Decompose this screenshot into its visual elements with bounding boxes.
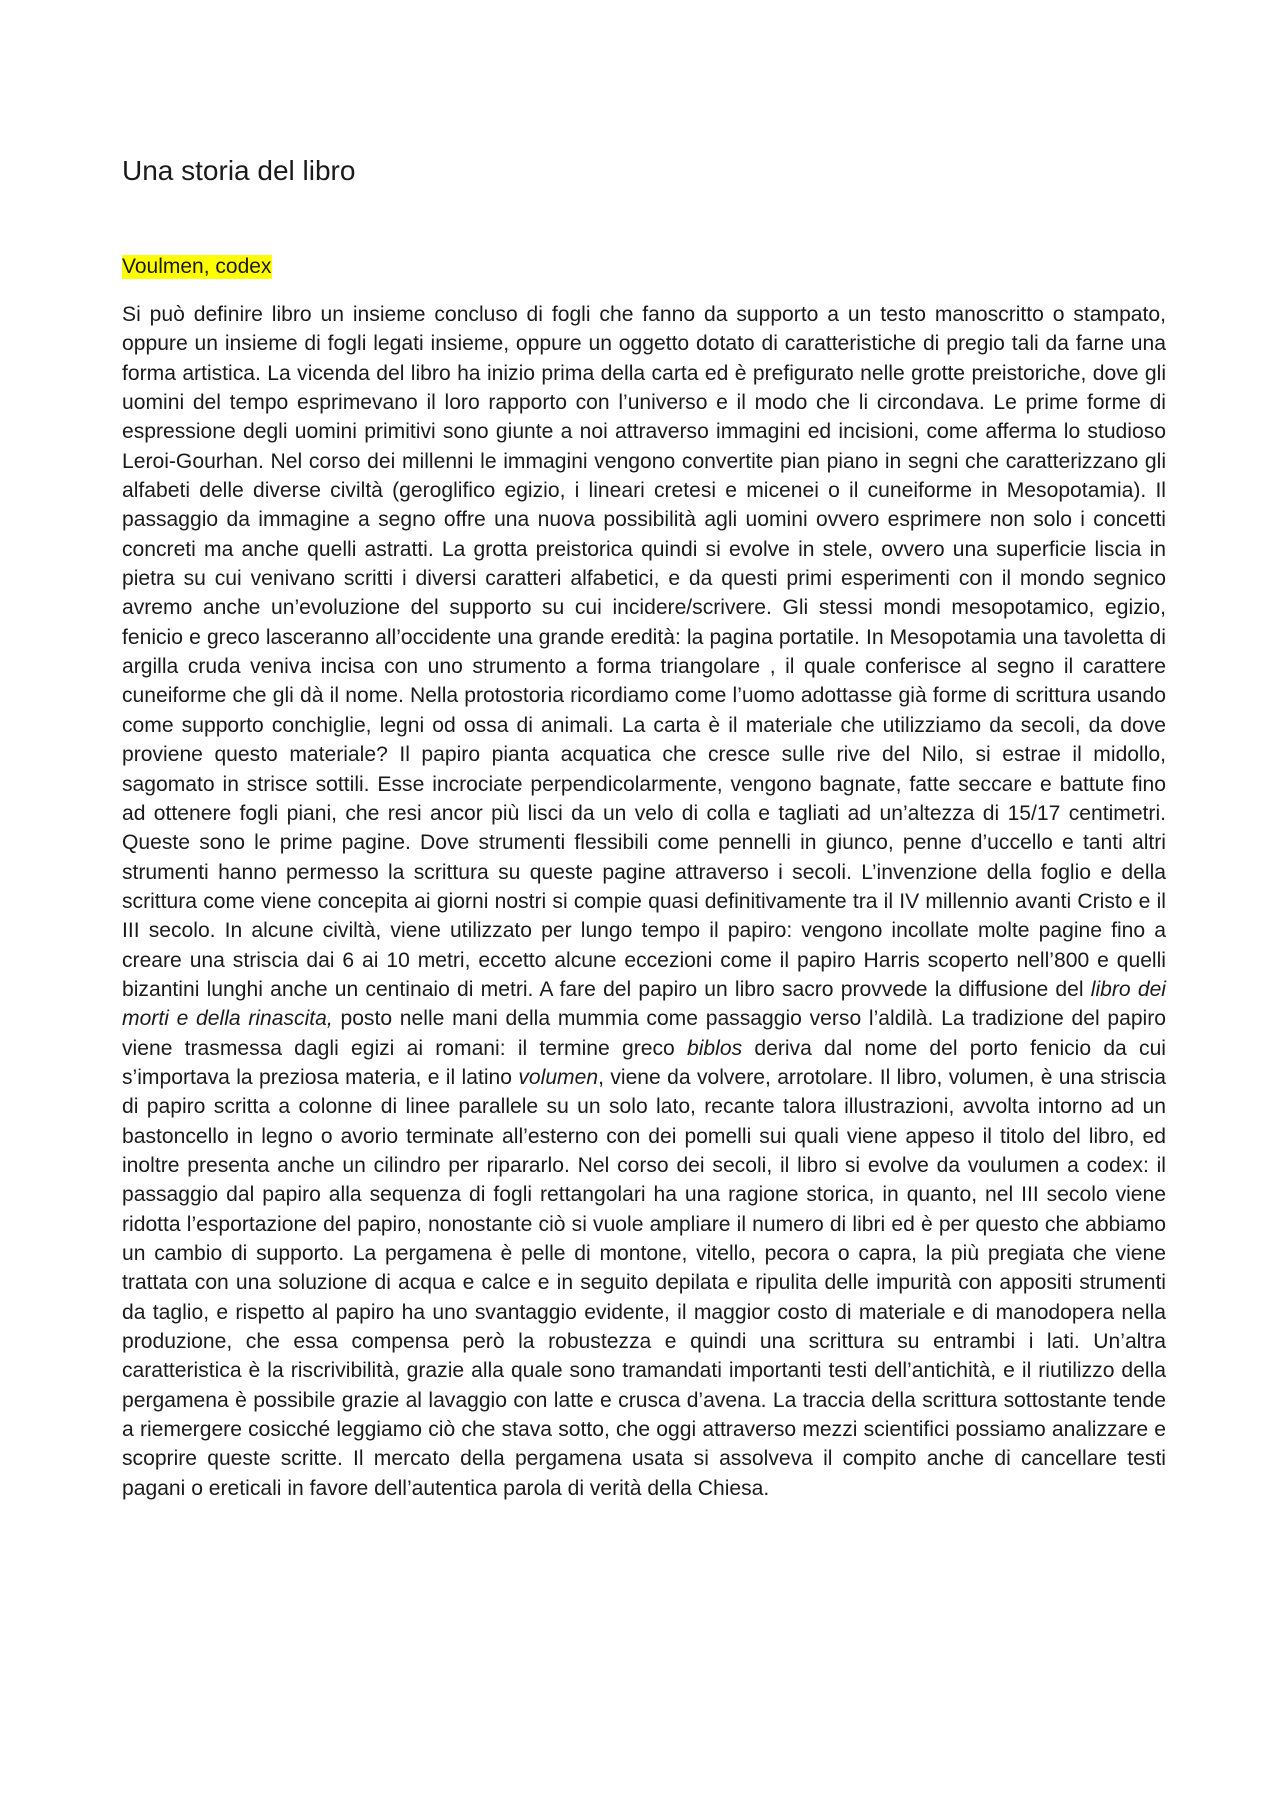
- paragraph-text-part-1: Si può definire libro un insieme concluso di fogli che fanno da supporto a un testo manoscritto o stampato, oppure un insieme di fogli legati insieme, oppure un oggetto dotato di caratteristiche di pregio tali da farne una forma artistica. La vicenda del libro ha inizio prima della carta ed è prefigurato nelle grotte preistoriche, dove gli uomini del tempo esprimevano il loro rapporto con l’universo e il modo che li circondava. Le prime forme di espressione degli uomini primitivi sono giunte a noi attraverso immagini ed incisioni, come afferma lo studioso Leroi-Gourhan. Nel corso dei millenni le immagini vengono convertite pian piano in segni che caratterizzano gli alfabeti delle diverse civiltà (geroglifico egizio, i lineari cretesi e micenei o il cuneiforme in Mesopotamia). Il passaggio da immagine a segno offre una nuova possibilità agli uomini ovvero esprimere non solo i concetti concreti ma anche quelli astratti. La grotta preistorica quindi si evolve in stele, ovvero una superficie liscia in pietra su cui venivano scritti i diversi caratteri alfabetici, e da questi primi esperimenti con il mondo segnico avremo anche un’evoluzione del supporto su cui incidere/scrivere. Gli stessi mondi mesopotamico, egizio, fenicio e greco lasceranno all’occidente una grande eredità: la pagina portatile. In Mesopotamia una tavoletta di argilla cruda veniva incisa con uno strumento a forma triangolare , il quale conferisce al segno il carattere cuneiforme che gli dà il nome. Nella protostoria ricordiamo come l’uomo adottasse già forme di scrittura usando come supporto conchiglie, legni od ossa di animali. La carta è il materiale che utilizziamo da secoli, da dove proviene questo materiale? Il papiro pianta acquatica che cresce sulle rive del Nilo, si estrae il midollo, sagomato in strisce sottili. Esse incrociate perpendicolarmente, vengono bagnate, fatte seccare e battute fino ad ottenere fogli piani, che resi ancor più lisci da un velo di colla e tagliati ad un’altezza di 15/17 centimetri. Queste sono le prime pagine. Dove strumenti flessibili come pennelli in giunco, penne d’uccello e tanti altri strumenti hanno permesso la scrittura su queste pagine attraverso i secoli. L’invenzione della foglio e della scrittura come viene concepita ai giorni nostri si compie quasi definitivamente tra il IV millennio avanti Cristo e il III secolo. In alcune civiltà, viene utilizzato per lungo tempo il papiro: vengono incollate molte pagine fino a creare una striscia dai 6 ai 10 metri, eccetto alcune eccezioni come il papiro Harris scoperto nell’800 e quelli bizantini lunghi anche un centinaio di metri. A fare del papiro un libro sacro provvede la diffusione del: [122, 303, 1166, 1001]
- document-title: Una storia del libro: [122, 155, 356, 186]
- body-paragraph: [122, 300, 1166, 1503]
- italic-term-volumen: volumen: [518, 1065, 599, 1089]
- paragraph-text-part-2: posto nelle mani della mummia come passaggio verso l’aldilà. La tradizione del papiro viene trasmessa dagli egizi ai romani: il termine greco: [122, 1007, 1166, 1060]
- highlighted-heading-text: Voulmen, codex: [122, 255, 272, 278]
- paragraph-text-part-3: deriva dal nome del porto fenicio da cui s’importava la preziosa materia, e il latino: [122, 1036, 1166, 1089]
- italic-term-biblos: biblos: [687, 1036, 743, 1060]
- italic-title-libro-dei-morti: libro dei morti e della rinascita,: [122, 977, 1166, 1031]
- paragraph-text-part-4: , viene da volvere, arrotolare. Il libro, volumen, è una striscia di papiro scritta a colonne di linee parallele su un solo lato, recante talora illustrazioni, avvolta intorno ad un bastoncello in legno o avorio terminate all’esterno con dei pomelli sui quali viene appeso il titolo del libro, ed inoltre presenta anche un cilindro per ripararlo. Nel corso dei secoli, il libro si evolve da voulumen a codex: il passaggio dal papiro alla sequenza di fogli rettangolari ha una ragione storica, in quanto, nel III secolo viene ridotta l’esportazione del papiro, nonostante ciò si vuole ampliare il numero di libri ed è per questo che abbiamo un cambio di supporto. La pergamena è pelle di montone, vitello, pecora o capra, la più pregiata che viene trattata con una soluzione di acqua e calce e in seguito depilata e ripulita delle impurità con appositi strumenti da taglio, e rispetto al papiro ha uno svantaggio evidente, il maggior costo di materiale e di manodopera nella produzione, che essa compensa però la robustezza e quindi una scrittura su entrambi i lati. Un’altra caratteristica è la riscrivibilità, grazie alla quale sono tramandati importanti testi dell’antichità, e il riutilizzo della pergamena è possibile grazie al lavaggio con latte e crusca d’avena. La traccia della scrittura sottostante tende a riemergere cosicché leggiamo ciò che stava sotto, che oggi attraverso mezzi scientifici possiamo analizzare e scoprire queste scritte. Il mercato della pergamena usata si assolveva il compito anche di cancellare testi pagani o ereticali in favore dell’autentica parola di verità della Chiesa.: [122, 1065, 1167, 1500]
- section-heading: [122, 254, 272, 280]
